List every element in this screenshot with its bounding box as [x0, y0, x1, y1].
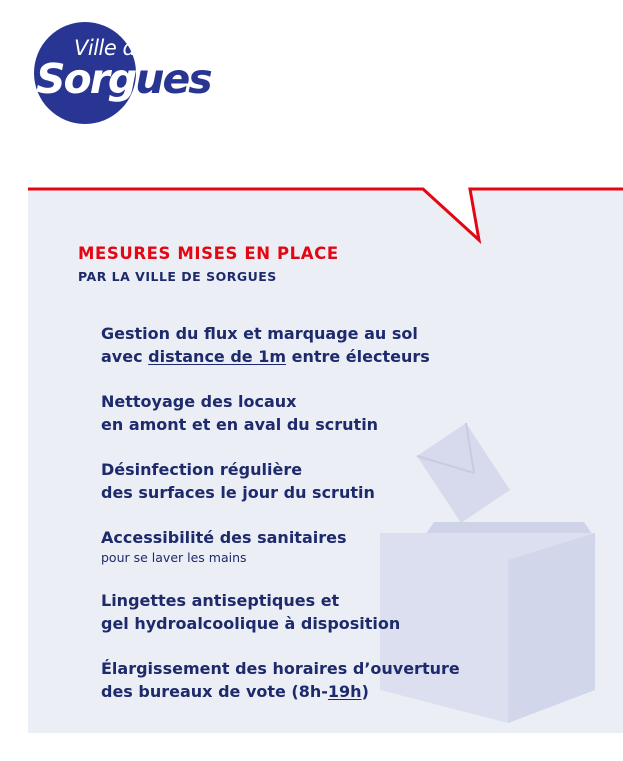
measures-list [101, 322, 581, 725]
measure-sanitary-access [101, 526, 581, 567]
measure-text: avec [101, 347, 149, 366]
panel-title: MESURES MISES EN PLACE [78, 244, 339, 263]
measure-emphasis: 19h [327, 682, 362, 701]
measure-line [101, 680, 581, 703]
measure-emphasis: distance de 1m [148, 347, 287, 366]
panel-subtitle: PAR LA VILLE DE SORGUES [78, 269, 277, 284]
measure-line: en amont et en aval du scrutin [101, 415, 379, 434]
measure-line: Gestion du flux et marquage au sol [101, 324, 418, 343]
measure-text: ) [361, 682, 369, 701]
measure-line: gel hydroalcoolique à disposition [101, 614, 401, 633]
measure-text: entre électeurs [286, 347, 430, 366]
measure-line: Accessibilité des sanitaires [101, 528, 347, 547]
measure-hygiene-supplies [101, 589, 581, 635]
measure-text: des bureaux de vote (8h- [101, 682, 328, 701]
measure-line: Désinfection régulière [101, 460, 303, 479]
measure-disinfection [101, 458, 581, 504]
logo-wordmark-part2: ues [135, 55, 211, 103]
measure-extended-hours [101, 657, 581, 703]
logo-wordmark-part1: Sorg [36, 55, 136, 103]
measure-flow-management [101, 322, 581, 368]
measure-cleaning [101, 390, 581, 436]
measure-line: des surfaces le jour du scrutin [101, 483, 375, 502]
measure-line: Lingettes antiseptiques et [101, 591, 340, 610]
measure-line: pour se laver les mains [101, 550, 247, 565]
logo-small-text: Ville de [74, 36, 148, 60]
measure-line: Élargissement des horaires d’ouverture [101, 659, 460, 678]
measure-line: Nettoyage des locaux [101, 392, 297, 411]
measure-line [101, 345, 581, 368]
